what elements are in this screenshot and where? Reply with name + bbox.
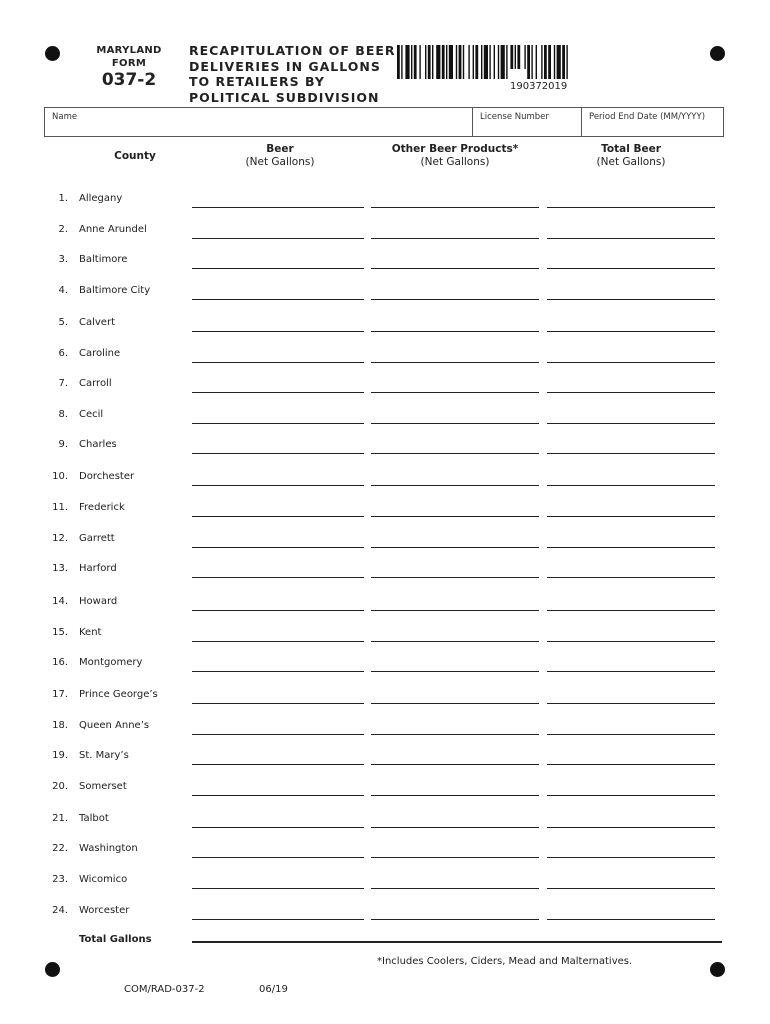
- barcode-bar: [397, 45, 400, 79]
- county-name: Allegany: [79, 193, 123, 204]
- total-beer-line[interactable]: [547, 795, 715, 796]
- table-row: [0, 500, 770, 520]
- other-beer-products-line[interactable]: [371, 703, 539, 704]
- county-column-header: County: [114, 150, 156, 162]
- barcode-bar: [554, 45, 555, 79]
- beer-gallons-line[interactable]: [192, 641, 364, 642]
- beer-gallons-line[interactable]: [192, 299, 364, 300]
- barcode-bar: [498, 45, 499, 79]
- barcode-bar: [489, 45, 490, 79]
- row-number: 18.: [52, 720, 68, 731]
- footnote: *Includes Coolers, Ciders, Mead and Malternatives.: [377, 956, 633, 967]
- other-beer-products-line[interactable]: [371, 453, 539, 454]
- beer-gallons-line[interactable]: [192, 703, 364, 704]
- barcode-bar: [506, 45, 507, 79]
- beer-gallons-line[interactable]: [192, 827, 364, 828]
- county-name: Talbot: [79, 813, 109, 824]
- form-code: COM/RAD-037-2: [124, 984, 205, 995]
- barcode: [397, 45, 673, 79]
- barcode-bar: [475, 45, 478, 79]
- table-row: [0, 191, 770, 211]
- county-name: Baltimore City: [79, 285, 151, 296]
- row-number: 6.: [58, 348, 68, 359]
- other-beer-products-line[interactable]: [371, 207, 539, 208]
- total-beer-line[interactable]: [547, 423, 715, 424]
- total-beer-line[interactable]: [547, 857, 715, 858]
- other-beer-products-line[interactable]: [371, 238, 539, 239]
- beer-gallons-line[interactable]: [192, 485, 364, 486]
- row-number: 4.: [58, 285, 68, 296]
- table-row: [0, 407, 770, 427]
- other-beer-products-line[interactable]: [371, 485, 539, 486]
- row-number: 12.: [52, 533, 68, 544]
- barcode-bar: [468, 45, 469, 79]
- period-end-date-field[interactable]: [582, 108, 723, 136]
- total-beer-line[interactable]: [547, 362, 715, 363]
- county-name: Baltimore: [79, 254, 128, 265]
- total-beer-line[interactable]: [547, 392, 715, 393]
- beer-gallons-line[interactable]: [192, 362, 364, 363]
- registration-mark-top-right: [710, 46, 725, 61]
- row-number: 3.: [58, 254, 68, 265]
- barcode-bar: [484, 45, 488, 79]
- total-beer-line[interactable]: [547, 238, 715, 239]
- barcode-bar: [548, 45, 551, 79]
- name-label: Name: [52, 112, 78, 122]
- form-state-label: MARYLAND FORM: [96, 45, 162, 69]
- barcode-bar: [481, 45, 482, 79]
- beer-gallons-line[interactable]: [192, 857, 364, 858]
- other-beer-products-line[interactable]: [371, 734, 539, 735]
- county-name: Harford: [79, 563, 117, 574]
- barcode-bar: [449, 45, 453, 79]
- barcode-bar: [405, 45, 409, 79]
- row-number: 10.: [52, 471, 68, 482]
- barcode-bar: [494, 45, 495, 79]
- beer-gallons-line[interactable]: [192, 331, 364, 332]
- barcode-bar: [432, 45, 433, 79]
- county-name: Cecil: [79, 409, 104, 420]
- barcode-bar: [517, 45, 520, 69]
- beer-gallons-line[interactable]: [192, 547, 364, 548]
- county-name: Calvert: [79, 317, 115, 328]
- total-beer-line[interactable]: [547, 268, 715, 269]
- barcode-bar: [459, 45, 462, 79]
- row-number: 5.: [58, 317, 68, 328]
- other-beer-products-line[interactable]: [371, 268, 539, 269]
- total-beer-line[interactable]: [547, 453, 715, 454]
- total-beer-line[interactable]: [547, 919, 715, 920]
- beer-gallons-line[interactable]: [192, 268, 364, 269]
- registration-mark-bottom-right: [710, 962, 725, 977]
- other-beer-products-line[interactable]: [371, 516, 539, 517]
- county-name: Anne Arundel: [79, 224, 147, 235]
- barcode-bar: [473, 45, 474, 79]
- taxpayer-info-box: [44, 107, 724, 137]
- other-beer-products-line[interactable]: [371, 299, 539, 300]
- beer-gallons-line[interactable]: [192, 453, 364, 454]
- barcode-bar: [515, 45, 516, 69]
- total-beer-line[interactable]: [547, 207, 715, 208]
- license-number-label: License Number: [480, 112, 549, 122]
- barcode-bar: [557, 45, 561, 79]
- table-row: [0, 625, 770, 645]
- county-name: Prince George’s: [79, 689, 158, 700]
- row-number: 9.: [58, 439, 68, 450]
- other-beer-products-line[interactable]: [371, 827, 539, 828]
- beer-gallons-line[interactable]: [192, 516, 364, 517]
- total-beer-line[interactable]: [547, 641, 715, 642]
- total-gallons-line[interactable]: [192, 941, 722, 943]
- barcode-bar: [527, 45, 530, 79]
- barcode-bar: [446, 45, 447, 79]
- row-number: 1.: [58, 193, 68, 204]
- other-beer-products-line[interactable]: [371, 919, 539, 920]
- other-beer-products-column-header: Other Beer Products* (Net Gallons): [391, 143, 519, 168]
- table-row: [0, 718, 770, 738]
- county-name: Garrett: [79, 533, 115, 544]
- other-beer-products-line[interactable]: [371, 671, 539, 672]
- beer-gallons-line[interactable]: [192, 423, 364, 424]
- row-number: 16.: [52, 657, 68, 668]
- table-row: [0, 687, 770, 707]
- county-name: Somerset: [79, 781, 127, 792]
- table-row: [0, 346, 770, 366]
- table-row: [0, 376, 770, 396]
- table-row: [0, 283, 770, 303]
- barcode-bar: [401, 45, 402, 79]
- barcode-number: 190372019: [510, 81, 568, 92]
- beer-gallons-line[interactable]: [192, 392, 364, 393]
- table-row: [0, 748, 770, 768]
- registration-mark-bottom-left: [45, 962, 60, 977]
- table-row: [0, 594, 770, 614]
- barcode-bar: [510, 45, 513, 69]
- barcode-bar: [442, 45, 445, 79]
- total-beer-line[interactable]: [547, 734, 715, 735]
- table-row: [0, 841, 770, 861]
- barcode-bar: [414, 45, 417, 79]
- county-name: Charles: [79, 439, 117, 450]
- barcode-bar: [411, 45, 412, 79]
- table-row: [0, 655, 770, 675]
- county-name: Worcester: [79, 905, 130, 916]
- beer-gallons-line[interactable]: [192, 764, 364, 765]
- total-beer-column-header: Total Beer (Net Gallons): [596, 143, 666, 168]
- table-row: [0, 903, 770, 923]
- county-name: Howard: [79, 596, 118, 607]
- county-name: St. Mary’s: [79, 750, 129, 761]
- row-number: 13.: [52, 563, 68, 574]
- row-number: 14.: [52, 596, 68, 607]
- form-number: 037-2: [101, 70, 157, 90]
- total-beer-line[interactable]: [547, 610, 715, 611]
- registration-mark-top-left: [45, 46, 60, 61]
- other-beer-products-line[interactable]: [371, 423, 539, 424]
- beer-gallons-line[interactable]: [192, 734, 364, 735]
- other-beer-products-line[interactable]: [371, 331, 539, 332]
- table-row: [0, 437, 770, 457]
- county-name: Frederick: [79, 502, 125, 513]
- other-beer-products-line[interactable]: [371, 392, 539, 393]
- other-beer-products-line[interactable]: [371, 547, 539, 548]
- table-row: [0, 779, 770, 799]
- row-number: 24.: [52, 905, 68, 916]
- barcode-bar: [531, 45, 532, 79]
- barcode-bar: [536, 45, 537, 79]
- row-number: 11.: [52, 502, 68, 513]
- total-beer-line[interactable]: [547, 703, 715, 704]
- row-number: 2.: [58, 224, 68, 235]
- barcode-bar: [541, 45, 542, 79]
- table-row: [0, 872, 770, 892]
- barcode-bar: [566, 45, 567, 79]
- beer-gallons-line[interactable]: [192, 795, 364, 796]
- total-beer-line[interactable]: [547, 827, 715, 828]
- beer-gallons-line[interactable]: [192, 610, 364, 611]
- revision-date: 06/19: [259, 984, 288, 995]
- county-name: Kent: [79, 627, 102, 638]
- barcode-bar: [463, 45, 464, 79]
- license-number-field[interactable]: [473, 108, 581, 136]
- other-beer-products-line[interactable]: [371, 641, 539, 642]
- table-row: [0, 222, 770, 242]
- table-row: [0, 252, 770, 272]
- total-beer-line[interactable]: [547, 331, 715, 332]
- county-name: Carroll: [79, 378, 112, 389]
- beer-gallons-line[interactable]: [192, 919, 364, 920]
- period-end-date-label: Period End Date (MM/YYYY): [589, 112, 706, 122]
- table-row: [0, 811, 770, 831]
- barcode-bar: [419, 45, 420, 79]
- other-beer-products-line[interactable]: [371, 610, 539, 611]
- barcode-bar: [425, 45, 426, 79]
- row-number: 8.: [58, 409, 68, 420]
- form-title: RECAPITULATION OF BEER DELIVERIES IN GALLONS TO RETAILERS BY POLITICAL SUBDIVISION: [189, 43, 396, 105]
- row-number: 17.: [52, 689, 68, 700]
- county-name: Caroline: [79, 348, 121, 359]
- other-beer-products-line[interactable]: [371, 857, 539, 858]
- table-row: [0, 561, 770, 581]
- beer-gallons-line[interactable]: [192, 671, 364, 672]
- beer-column-header: Beer (Net Gallons): [245, 143, 315, 168]
- beer-gallons-line[interactable]: [192, 888, 364, 889]
- table-row: [0, 315, 770, 335]
- row-number: 15.: [52, 627, 68, 638]
- other-beer-products-line[interactable]: [371, 764, 539, 765]
- total-beer-line[interactable]: [547, 764, 715, 765]
- barcode-bar: [562, 45, 565, 79]
- barcode-bar: [544, 45, 547, 79]
- table-row: [0, 469, 770, 489]
- name-field[interactable]: [45, 108, 472, 136]
- county-name: Montgomery: [79, 657, 143, 668]
- beer-gallons-line[interactable]: [192, 207, 364, 208]
- total-beer-line[interactable]: [547, 671, 715, 672]
- total-gallons-label: Total Gallons: [79, 934, 152, 945]
- row-number: 22.: [52, 843, 68, 854]
- county-name: Dorchester: [79, 471, 135, 482]
- total-beer-line[interactable]: [547, 485, 715, 486]
- row-number: 23.: [52, 874, 68, 885]
- other-beer-products-line[interactable]: [371, 362, 539, 363]
- barcode-bar: [456, 45, 457, 79]
- other-beer-products-line[interactable]: [371, 888, 539, 889]
- county-name: Wicomico: [79, 874, 128, 885]
- other-beer-products-line[interactable]: [371, 795, 539, 796]
- total-beer-line[interactable]: [547, 577, 715, 578]
- row-number: 20.: [52, 781, 68, 792]
- other-beer-products-line[interactable]: [371, 577, 539, 578]
- table-row: [0, 531, 770, 551]
- barcode-bar: [524, 45, 525, 69]
- beer-gallons-line[interactable]: [192, 577, 364, 578]
- barcode-bar: [436, 45, 440, 79]
- barcode-bar: [501, 45, 505, 79]
- total-beer-line[interactable]: [547, 516, 715, 517]
- total-beer-line[interactable]: [547, 888, 715, 889]
- row-number: 21.: [52, 813, 68, 824]
- county-name: Washington: [79, 843, 138, 854]
- beer-gallons-line[interactable]: [192, 238, 364, 239]
- barcode-bar: [428, 45, 431, 79]
- county-name: Queen Anne’s: [79, 720, 150, 731]
- row-number: 19.: [52, 750, 68, 761]
- total-beer-line[interactable]: [547, 547, 715, 548]
- row-number: 7.: [58, 378, 68, 389]
- total-beer-line[interactable]: [547, 299, 715, 300]
